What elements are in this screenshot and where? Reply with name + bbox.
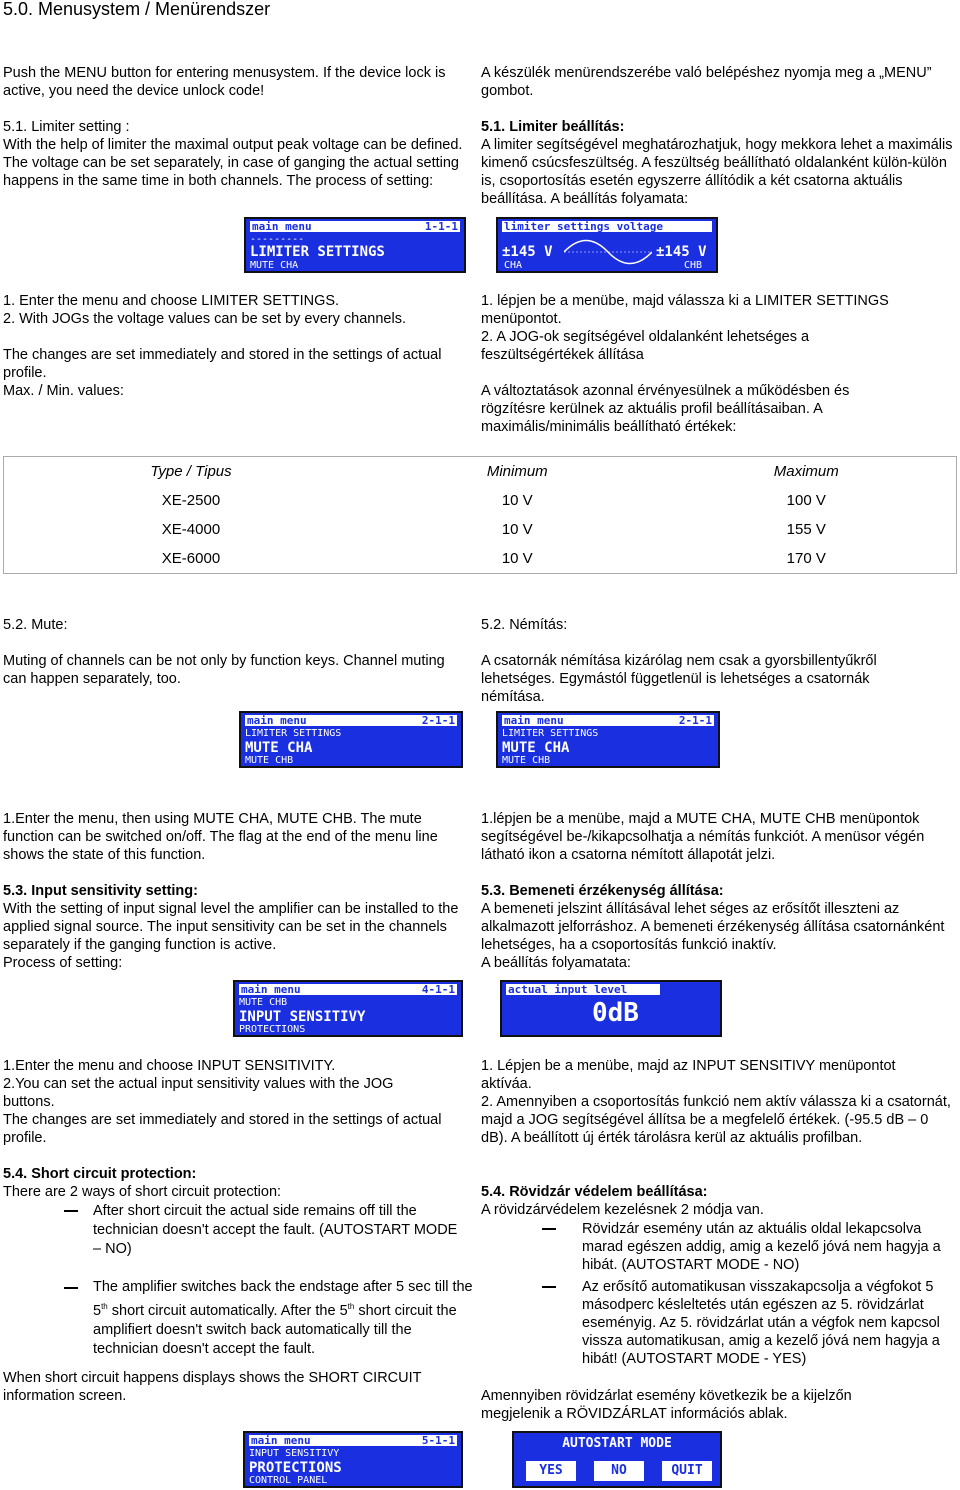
mute-body-en: Muting of channels can be not only by function keys. Channel muting can happen separately, too. bbox=[3, 653, 445, 687]
lcd-right-value: ±145 V bbox=[656, 245, 707, 260]
short-item2-hu: Az erősítő automatikusan visszakapcsolja a végfokot 5 másodperc késleltetés után egészen az 5. rövidzárlat eseményig. Az 5. rövidzárlat után a végfok nem kapcsol vissza automatikusan, amig a kezelő jóvá nem hagyja a hibát! (AUTOSTART MODE - YES) bbox=[582, 1279, 940, 1367]
lcd-line2: MUTE CHA bbox=[502, 741, 570, 756]
lcd-limiter-voltage bbox=[496, 217, 718, 273]
lcd-input-value: 0dB bbox=[592, 998, 639, 1028]
input-step1-en: 1.Enter the menu and choose INPUT SENSITIVITY. bbox=[3, 1058, 336, 1074]
mute-body-hu: A csatornák némítása kizárólag nem csak a gyorsbillentyűkről lehetséges. Egymástól függetlenül is lehetséges a csatornák némítása. bbox=[481, 653, 877, 705]
table-cell: 10 V bbox=[501, 521, 533, 538]
lcd-no-button[interactable]: NO bbox=[594, 1461, 644, 1481]
lcd-line3: CONTROL PANEL bbox=[249, 1476, 328, 1486]
limiter-body-en: With the help of limiter the maximal output peak voltage can be defined. The voltage can be set separately, in case of ganging the actual setting happens in the same time in both channels. The process of setting: bbox=[3, 137, 463, 189]
table-cell: 10 V bbox=[501, 492, 533, 509]
table-row bbox=[4, 486, 957, 515]
intro-en: Push the MENU button for entering menusystem. If the device lock is active, you need the device unlock code! bbox=[3, 65, 446, 99]
lcd-yes-button[interactable]: YES bbox=[526, 1461, 576, 1481]
input-body-hu: A bemeneti jelszint állításával lehet séges az erősítőt illeszteni az alkalmazott jelforráshoz. A bemeneti érzékenység állítása csatornánként lehetséges, ha a csoportosítás funkció inaktív. bbox=[481, 901, 945, 953]
lcd-autostart-mode bbox=[512, 1431, 722, 1488]
limiter-maxmin-en: Max. / Min. values: bbox=[3, 383, 124, 399]
lcd-title: main menu bbox=[252, 221, 312, 232]
input-step1-hu: 1. Lépjen be a menübe, majd az INPUT SENSITIVY menüpontot aktíváa. bbox=[481, 1058, 896, 1092]
intro-hu: A készülék menürendszerébe való belépéshez nyomja meg a „MENU” gombot. bbox=[481, 65, 932, 99]
limiter-note-en: The changes are set immediately and stored in the settings of actual profile. bbox=[3, 347, 442, 381]
table-header: Minimum bbox=[486, 463, 548, 480]
dash-bullet-icon bbox=[542, 1286, 556, 1288]
lcd-code: 4-1-1 bbox=[421, 984, 455, 995]
lcd-line2: LIMITER SETTINGS bbox=[250, 245, 385, 260]
lcd-title: AUTOSTART MODE bbox=[562, 1436, 672, 1451]
limiter-note-hu: A változtatások azonnal érvényesülnek a működésben és rögzítésre kerülnek az aktuális profil beállításaiban. A maximális/minimális beállítható értékek: bbox=[481, 383, 850, 435]
lcd-limiter-menu bbox=[244, 217, 466, 273]
lcd-title: main menu bbox=[247, 715, 307, 726]
input-step2-hu: 2. Amennyiben a csoportosítás funkció nem aktív válassza ki a csatornát, majd a JOG segítségével állítsa be a megfelelő értékek. (-95.5 dB – 0 dB). A beállított új érték tárolásra kerül az aktuális profilban. bbox=[481, 1094, 951, 1146]
input-process-hu: A beállítás folyamatata: bbox=[481, 955, 631, 971]
limiter-step1-en: 1. Enter the menu and choose LIMITER SETTINGS. bbox=[3, 293, 340, 309]
lcd-input-level bbox=[500, 980, 722, 1037]
limiter-title-hu: 5.1. Limiter beállítás: bbox=[481, 119, 625, 135]
mute-steps-en: 1.Enter the menu, then using MUTE CHA, MUTE CHB. The mute function can be switched on/off. The flag at the end of the menu line shows the state of this function. bbox=[3, 811, 438, 863]
table-row bbox=[4, 544, 957, 574]
lcd-left-value: ±145 V bbox=[502, 245, 553, 260]
lcd-right-channel: CHB bbox=[684, 261, 703, 271]
short-outro-hu: Amennyiben rövidzárlat esemény következik be a kijelzőn megjelenik a RÖVIDZÁRLAT információs ablak. bbox=[481, 1388, 852, 1422]
lcd-mute-menu-en bbox=[239, 711, 463, 768]
limiter-step1-hu: 1. lépjen be a menübe, majd válassza ki a LIMITER SETTINGS menüpontot. bbox=[481, 293, 889, 327]
lcd-title: main menu bbox=[241, 984, 301, 995]
mute-title-en: 5.2. Mute: bbox=[3, 617, 68, 633]
table-row bbox=[4, 515, 957, 544]
short-intro-en: There are 2 ways of short circuit protection: bbox=[3, 1184, 282, 1200]
table-header: Type / Tipus bbox=[150, 463, 232, 480]
lcd-code: 1-1-1 bbox=[424, 221, 458, 232]
input-body-en: With the setting of input signal level the amplifier can be installed to the applied signal source. The input sensitivity can be set in the channels separately if the ganging function is active. bbox=[3, 901, 459, 953]
page-title: 5.0. Menusystem / Menürendszer bbox=[3, 0, 271, 19]
input-title-hu: 5.3. Bemeneti érzékenység állítása: bbox=[481, 883, 724, 899]
table-header-row bbox=[4, 457, 957, 487]
lcd-title: main menu bbox=[504, 715, 564, 726]
table-header: Maximum bbox=[773, 463, 839, 480]
lcd-line3: MUTE CHB bbox=[245, 756, 294, 766]
table-cell: XE-2500 bbox=[161, 492, 221, 509]
lcd-line1: LIMITER SETTINGS bbox=[245, 729, 342, 739]
dash-bullet-icon bbox=[64, 1210, 78, 1212]
mute-title-hu: 5.2. Némítás: bbox=[481, 617, 568, 633]
lcd-title: actual input level bbox=[506, 984, 660, 995]
limiter-title-en: 5.1. Limiter setting : bbox=[3, 119, 130, 135]
input-process-en: Process of setting: bbox=[3, 955, 123, 971]
lcd-line3: PROTECTIONS bbox=[239, 1025, 306, 1035]
lcd-line2: MUTE CHA bbox=[245, 741, 313, 756]
lcd-line3: MUTE CHB bbox=[502, 756, 551, 766]
lcd-quit-button[interactable]: QUIT bbox=[662, 1461, 712, 1481]
dash-bullet-icon bbox=[542, 1228, 556, 1230]
table-cell: 170 V bbox=[786, 550, 826, 567]
lcd-left-channel: CHA bbox=[504, 261, 523, 271]
lcd-title: limiter settings voltage bbox=[502, 221, 712, 232]
table-cell: 155 V bbox=[786, 521, 826, 538]
table-cell: XE-6000 bbox=[161, 550, 221, 567]
input-title-en: 5.3. Input sensitivity setting: bbox=[3, 883, 198, 899]
input-note-en: The changes are set immediately and stored in the settings of actual profile. bbox=[3, 1112, 442, 1146]
lcd-line1: INPUT SENSITIVY bbox=[249, 1449, 340, 1459]
short-title-en: 5.4. Short circuit protection: bbox=[3, 1166, 197, 1182]
limiter-step2-en: 2. With JOGs the voltage values can be set by every channels. bbox=[3, 311, 406, 327]
short-intro-hu: A rövidzárvédelem kezelésnek 2 módja van. bbox=[481, 1202, 764, 1218]
limiter-step2-hu: 2. A JOG-ok segítségével oldalanként lehetséges a feszültségértékek állítása bbox=[481, 329, 810, 363]
dash-bullet-icon bbox=[64, 1287, 78, 1289]
table-cell: XE-4000 bbox=[161, 521, 221, 538]
short-outro-en: When short circuit happens displays shows the SHORT CIRCUIT information screen. bbox=[3, 1370, 422, 1404]
table-cell: 10 V bbox=[501, 550, 533, 567]
lcd-line1: --------- bbox=[250, 235, 305, 245]
table-cell: 100 V bbox=[786, 492, 826, 509]
lcd-code: 5-1-1 bbox=[421, 1435, 455, 1446]
input-step2-en: 2.You can set the actual input sensitivity values with the JOG buttons. bbox=[3, 1076, 394, 1110]
lcd-line1: LIMITER SETTINGS bbox=[502, 729, 599, 739]
lcd-title: main menu bbox=[251, 1435, 311, 1446]
lcd-protections-menu bbox=[243, 1431, 463, 1488]
lcd-line2: INPUT SENSITIVY bbox=[239, 1010, 366, 1025]
short-item1-hu: Rövidzár esemény után az aktuális oldal lekapcsolva marad egészen addig, amig a kezelő jóvá nem hagyja a hibát. (AUTOSTART MODE - NO) bbox=[582, 1221, 941, 1273]
lcd-input-menu bbox=[233, 980, 463, 1037]
lcd-code: 2-1-1 bbox=[678, 715, 712, 726]
lcd-line1: MUTE CHB bbox=[239, 998, 288, 1008]
lcd-line3: MUTE CHA bbox=[250, 261, 299, 271]
lcd-mute-menu-hu bbox=[496, 711, 720, 768]
limiter-body-hu: A limiter segítségével meghatározhatjuk, hogy mekkora lehet a maximális kimenő csúcsfeszültség. A feszültség beállítható oldalanként külön-külön is, csoportosítás esetén egyszerre állítódik a két csatorna aktuális beállítása. A beállítás folyamata: bbox=[481, 137, 953, 207]
limiter-values-table bbox=[3, 456, 957, 574]
short-title-hu: 5.4. Rövidzár védelem beállítása: bbox=[481, 1184, 708, 1200]
lcd-code: 2-1-1 bbox=[421, 715, 455, 726]
sine-wave-icon bbox=[564, 235, 652, 269]
short-item1-en: After short circuit the actual side remains off till the technician doesn't accept the fault. (AUTOSTART MODE – NO) bbox=[93, 1203, 458, 1257]
short-item2-en: The amplifier switches back the endstage after 5 sec till the 5th short circuit automatically. After the 5th short circuit the amplifiert doesn't switch back automatically till the technician doesn't accept the fault. bbox=[93, 1279, 473, 1357]
lcd-line2: PROTECTIONS bbox=[249, 1461, 342, 1476]
mute-steps-hu: 1.lépjen be a menübe, majd a MUTE CHA, MUTE CHB menüpontok segítségével be-/kikapcsolhatja a némítás funkciót. A menüsor végén látható ikon a csatorna némított állapotát jelzi. bbox=[481, 811, 925, 863]
